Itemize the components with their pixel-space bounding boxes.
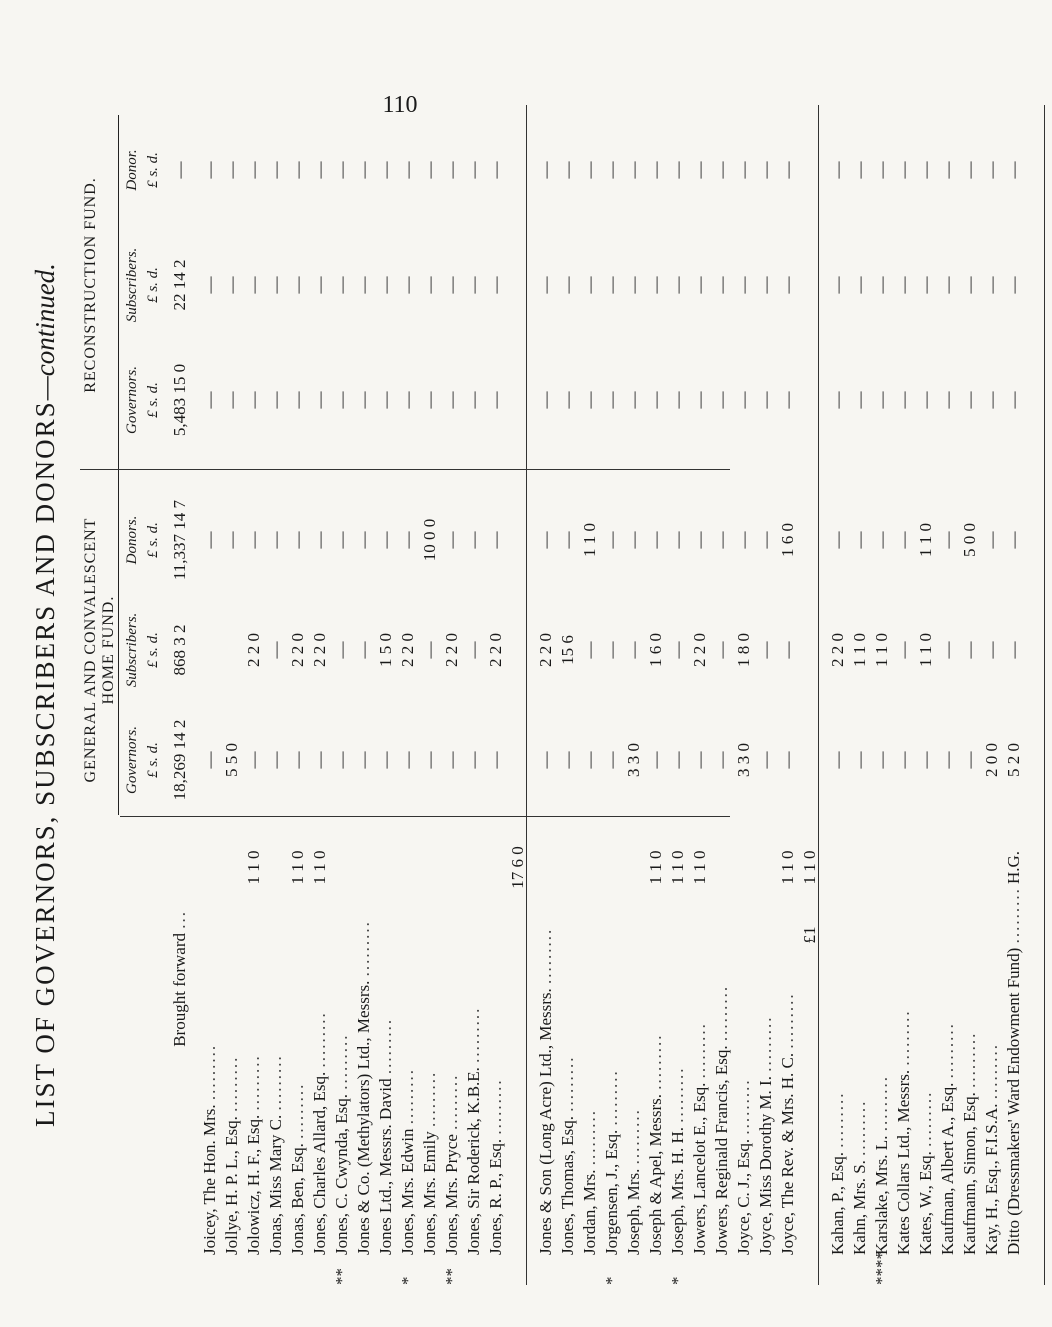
entry-donor-2: — [310,161,329,179]
entry-donor: — [938,531,957,549]
entry-donor: — [536,531,555,549]
entry-donor-2: — [266,161,285,179]
entry-donor-2: — [778,161,797,179]
entry-governor: — [916,751,935,769]
entry-sub-2: — [442,276,461,294]
entry-donor-2: — [332,161,351,179]
title-text: LIST OF GOVERNORS, SUBSCRIBERS AND DONORS [30,400,60,1127]
entry-gov-2: — [354,391,373,409]
entry-gov-2: — [266,391,285,409]
entry-governor: — [712,751,731,769]
entry-governor: 5 2 0 [1004,743,1023,777]
entry-gov-2: — [222,391,241,409]
entry-subscriber: 2 2 0 [536,633,555,667]
entry-sub-2: — [200,276,219,294]
entry-governor: — [580,751,599,769]
star-marker: ** [442,1268,461,1285]
entry-subscriber: 2 2 0 [486,633,505,667]
entry-subscriber: — [960,641,979,659]
entry-gov-2: — [624,391,643,409]
entry-governor: — [558,751,577,769]
entry-governor: — [398,751,417,769]
entry-donor-2: — [624,161,643,179]
title-suffix: —continued. [30,263,60,401]
entry-donor-2: — [960,161,979,179]
units-governors-2: £ s. d. [145,382,161,418]
entry-gov-2: — [580,391,599,409]
fund-divider-rule [80,469,730,470]
entry-sub-2: — [712,276,731,294]
entry-sub-2: — [486,276,505,294]
entry-name: Jordan, Mrs. ......... [580,1109,599,1255]
subtotal-amount: 17 6 0 [508,846,527,889]
entry-gov-2: — [398,391,417,409]
entry-gov-2: — [464,391,483,409]
entry-sub-2: — [376,276,395,294]
entry-donor-2: — [894,161,913,179]
entry-name: Jones, Charles Allard, Esq. ......... [310,1011,329,1255]
entry-gov-2: — [712,391,731,409]
bf-donor-2: — [170,161,189,179]
entry-governor: — [442,751,461,769]
entry-gov-2: — [376,391,395,409]
entry-subscriber: — [332,641,351,659]
fund-heading-rule [118,115,119,815]
entry-sub-2: — [332,276,351,294]
entry-sub-2: — [310,276,329,294]
entry-name: Jones, Mrs. Pryce ......... [442,1073,461,1255]
entry-donor-2: — [222,161,241,179]
entry-name: Joseph & Apel, Messrs. ......... [646,1033,665,1255]
entry-donor-2: — [690,161,709,179]
entry-donor-2: — [982,161,1001,179]
entry-name: Jollye, H. P. L., Esq. ......... [222,1055,241,1255]
entry-gov-2: — [850,391,869,409]
entry-name: Ditto (Dressmakers' Ward Endowment Fund) ......... [1004,887,1023,1255]
entry-name: Jolowicz, H. F., Esq. ......... [244,1054,263,1255]
entry-donor: — [872,531,891,549]
entry-subscriber: — [668,641,687,659]
entry-sub-2: — [222,276,241,294]
entry-donor-2: — [668,161,687,179]
entry-gov-2: — [668,391,687,409]
entry-sub-2: — [668,276,687,294]
entry-name: Kahan, P., Esq. ......... [828,1091,847,1255]
entry-donor: — [464,531,483,549]
entry-donor-2: — [442,161,461,179]
fund-heading-general-line2: HOME FUND. [100,595,117,705]
entry-donor-2: — [602,161,621,179]
entry-sub-2: — [244,276,263,294]
entry-donor: — [310,531,329,549]
entry-donor: — [558,531,577,549]
entry-sub-2: — [982,276,1001,294]
entry-donor: — [354,531,373,549]
entry-subscriber: 2 2 0 [310,633,329,667]
star-marker: ** [332,1268,351,1285]
entry-gov-2: — [938,391,957,409]
entry-sub-2: — [558,276,577,294]
entry-donor-2: — [828,161,847,179]
entry-donor: — [398,531,417,549]
units-donors: £ s. d. [145,522,161,558]
entry-donor-2: — [580,161,599,179]
units-donor-2: £ s. d. [145,152,161,188]
col-donor-2: Donor. [124,149,140,191]
units-governors: £ s. d. [145,742,161,778]
entry-donor: — [894,531,913,549]
entry-donor-2: — [244,161,263,179]
entry-donor: — [646,531,665,549]
entry-governor: — [960,751,979,769]
entry-sub-2: — [960,276,979,294]
entry-donor-2: — [536,161,555,179]
fund-heading-general-line1: GENERAL AND CONVALESCENT [82,517,99,783]
entry-governor: — [756,751,775,769]
entry-paid: 1 1 0 [288,850,307,885]
entry-sub-2: — [624,276,643,294]
fund-heading-general [82,485,118,815]
star-marker: **** [872,1251,891,1285]
entry-donor-2: — [354,161,373,179]
entry-name: Karslake, Mrs. L. ......... [872,1075,891,1255]
entry-donor: — [982,531,1001,549]
entry-donor: — [756,531,775,549]
entry-subscriber: — [778,641,797,659]
bf-donors: 11,337 14 7 [170,499,189,581]
entry-gov-2: — [536,391,555,409]
brought-forward-row [170,105,196,1285]
col-subscribers: Subscribers. [124,612,140,688]
entry-gov-2: — [558,391,577,409]
entry-paid: 1 1 0 [690,850,709,885]
entry-subscriber: 15 6 [558,635,577,665]
entry-gov-2: — [200,391,219,409]
entry-governor: — [486,751,505,769]
entry-subscriber: — [938,641,957,659]
entry-name: Jowers, Lancelot E., Esq. ......... [690,1022,709,1255]
entry-sub-2: — [354,276,373,294]
entry-gov-2: — [442,391,461,409]
entry-subscriber: 2 2 0 [288,633,307,667]
entry-subscriber: — [894,641,913,659]
entry-governor: — [602,751,621,769]
entry-donor: — [332,531,351,549]
bf-governors-2: 5,483 15 0 [170,363,189,437]
group-subtotal-row [1026,105,1052,1285]
entry-governor: — [332,751,351,769]
entry-donor: — [734,531,753,549]
entry-name: Joyce, The Rev. & Mrs. H. C. ......... [778,992,797,1255]
entry-donor: — [602,531,621,549]
entry-sub-2: — [580,276,599,294]
entry-donor-2: — [420,161,439,179]
entry-name: Jones, R. P., Esq. ......... [486,1078,505,1255]
entry-donor-2: — [938,161,957,179]
entry-name: Kates Collars Ltd., Messrs. ......... [894,1009,913,1255]
entry-gov-2: — [960,391,979,409]
entry-name: Kaufmann, Simon, Esq. ......... [960,1031,979,1255]
entry-paid: 1 1 0 [310,850,329,885]
entry-donor: — [712,531,731,549]
entry-donor-2: — [646,161,665,179]
entry-governor: — [938,751,957,769]
entry-name: Jones, Mrs. Edwin ......... [398,1067,417,1255]
entry-name: Jones, C. Cwynda, Esq. ......... [332,1033,351,1255]
brought-forward-label: Brought forward ... [170,910,189,1047]
entry-name: Kates, W., Esq. ......... [916,1090,935,1255]
entry-governor: 2 0 0 [982,743,1001,777]
entry-name: Joicey, The Hon. Mrs. ......... [200,1043,219,1255]
entry-gov-2: — [756,391,775,409]
entry-gov-2: — [690,391,709,409]
entry-donor: — [222,531,241,549]
entry-governor: — [200,751,219,769]
entry-donor: 1 6 0 [778,523,797,557]
entry-donor: — [244,531,263,549]
group-divider [526,105,527,1285]
entry-donor: — [690,531,709,549]
entry-gov-2: — [332,391,351,409]
entry-gov-2: — [244,391,263,409]
entry-subscriber: — [982,641,1001,659]
entry-name: Jowers, Reginald Francis, Esq. ......... [712,984,731,1255]
entry-subscriber: 1 5 0 [376,633,395,667]
entry-governor: — [288,751,307,769]
entry-donor: — [200,531,219,549]
entry-subscriber: 2 2 0 [690,633,709,667]
entry-subscriber: — [266,641,285,659]
entry-name: Jones & Son (Long Acre) Ltd., Messrs. ......... [536,927,555,1255]
group-subtotal-row [508,105,534,1285]
entry-subscriber: 1 1 0 [850,633,869,667]
entry-donor-2: — [734,161,753,179]
entry-gov-2: — [310,391,329,409]
entry-name: Jonas, Ben, Esq. ......... [288,1082,307,1255]
page-title [30,105,61,1285]
entry-name: Joseph, Mrs. ......... [624,1108,643,1255]
entry-governor: — [668,751,687,769]
entry-donor: 1 1 0 [580,523,599,557]
entry-governor: — [536,751,555,769]
entry-governor: — [690,751,709,769]
entry-governor: — [310,751,329,769]
entry-governor: — [266,751,285,769]
entry-governor: — [850,751,869,769]
entry-subscriber: 1 1 0 [916,633,935,667]
entry-sub-2: — [828,276,847,294]
entry-sub-2: — [756,276,775,294]
entry-sub-2: — [398,276,417,294]
entry-governor: 3 3 0 [624,743,643,777]
page-number: 110 [382,92,418,118]
entry-gov-2: — [734,391,753,409]
bf-subscribers-2: 22 14 2 [170,259,189,311]
entry-sub-2: — [266,276,285,294]
entry-paid: 1 1 0 [778,850,797,885]
entry-gov-2: — [916,391,935,409]
entry-governor: — [872,751,891,769]
col-subscribers-2: Subscribers. [124,247,140,323]
entry-sub-2: — [646,276,665,294]
star-marker: * [602,1276,621,1285]
entry-sub-2: — [850,276,869,294]
entry-name: Jones, Sir Roderick, K.B.E. ......... [464,1006,483,1255]
entry-gov-2: — [1004,391,1023,409]
entry-governor: — [420,751,439,769]
entry-donor-2: — [916,161,935,179]
entry-name: Jones & Co. (Methylators) Ltd., Messrs. ......... [354,920,373,1255]
group-divider [818,105,819,1285]
entry-name: Joseph, Mrs. H. H. ......... [668,1066,687,1255]
entry-donor-2: — [288,161,307,179]
entry-donor: — [624,531,643,549]
entry-donor-2: — [558,161,577,179]
entry-donor-2: — [486,161,505,179]
entry-subscriber: 2 2 0 [244,633,263,667]
entry-gov-2: — [982,391,1001,409]
units-subscribers: £ s. d. [145,632,161,668]
entry-governor: — [778,751,797,769]
entry-name: Jorgensen, J., Esq. ......... [602,1069,621,1255]
star-marker: * [398,1276,417,1285]
entry-sub-2: — [690,276,709,294]
entry-name: Jones, Thomas, Esq. ......... [558,1055,577,1255]
entry-donor: — [288,531,307,549]
entry-subscriber: — [464,641,483,659]
subtotal-prefix: £1 [800,926,819,944]
units-subscribers-2: £ s. d. [145,267,161,303]
entry-donor-2: — [398,161,417,179]
entry-name: Kay, H., Esq., F.I.S.A. ......... [982,1043,1001,1255]
entry-donor-2: — [464,161,483,179]
entry-donor: — [376,531,395,549]
entry-sub-2: — [872,276,891,294]
entry-donor-2: — [850,161,869,179]
entry-sub-2: — [288,276,307,294]
entry-sub-2: — [778,276,797,294]
star-marker: * [668,1276,687,1285]
group-subtotal-row [800,105,826,1285]
entry-donor: 10 0 0 [420,518,439,562]
entry-sub-2: — [536,276,555,294]
group-divider [1044,105,1045,1285]
entry-sub-2: — [894,276,913,294]
entry-name: Kahn, Mrs. S. ......... [850,1099,869,1255]
entry-governor: — [464,751,483,769]
entry-donor: — [828,531,847,549]
entry-donor-2: — [200,161,219,179]
entry-name: Joyce, Miss Dorothy M. I. ......... [756,1015,775,1255]
entry-governor: — [376,751,395,769]
entry-governor: — [244,751,263,769]
fund-heading-reconstruction: RECONSTRUCTION FUND. [82,177,99,393]
entry-governor: — [354,751,373,769]
entry-governor: 5 5 0 [222,743,241,777]
entry-gov-2: — [646,391,665,409]
entry-name: Jonas, Miss Mary C. ......... [266,1054,285,1255]
entry-donor: — [850,531,869,549]
entry-donor: 5 0 0 [960,523,979,557]
entry-donor-2: — [872,161,891,179]
col-governors-2: Governors. [124,366,140,434]
entry-donor-2: — [712,161,731,179]
column-rule [120,816,730,817]
entry-sub-2: — [1004,276,1023,294]
entry-subscriber: — [420,641,439,659]
entry-subscriber: — [624,641,643,659]
rotated-page-content [30,105,1023,1285]
entry-subscriber: — [756,641,775,659]
entry-sub-2: — [938,276,957,294]
col-governors: Governors. [124,726,140,794]
entry-donor: — [1004,531,1023,549]
entry-sub-2: — [916,276,935,294]
entry-paid: H.G. [1004,850,1023,885]
entry-paid: 1 1 0 [244,850,263,885]
entry-governor: — [894,751,913,769]
entry-sub-2: — [420,276,439,294]
entry-subscriber: 1 1 0 [872,633,891,667]
entry-governor: — [828,751,847,769]
entry-donor: — [266,531,285,549]
entry-sub-2: — [734,276,753,294]
entry-subscriber: 2 2 0 [442,633,461,667]
entry-subscriber: — [354,641,373,659]
col-donors: Donors. [124,515,140,565]
entry-name: Kaufman, Albert A., Esq. ......... [938,1022,957,1255]
entry-paid: 1 1 0 [668,850,687,885]
entry-gov-2: — [486,391,505,409]
entry-gov-2: — [420,391,439,409]
entry-gov-2: — [894,391,913,409]
entry-donor: — [442,531,461,549]
entry-governor: 3 3 0 [734,743,753,777]
bf-subscribers: 868 3 2 [170,624,189,676]
entry-donor: 1 1 0 [916,523,935,557]
entry-gov-2: — [288,391,307,409]
entry-subscriber: 2 2 0 [398,633,417,667]
entry-gov-2: — [872,391,891,409]
entry-subscriber: 2 2 0 [828,633,847,667]
entry-name: Jones Ltd., Messrs. David ......... [376,1017,395,1255]
entry-donor-2: — [756,161,775,179]
entry-subscriber: — [1004,641,1023,659]
entry-subscriber: 1 8 0 [734,633,753,667]
bf-governors: 18,269 14 2 [170,719,189,801]
entry-donor: — [486,531,505,549]
entry-subscriber: — [712,641,731,659]
entry-gov-2: — [778,391,797,409]
entry-paid: 1 1 0 [646,850,665,885]
entry-donor: — [668,531,687,549]
entry-sub-2: — [602,276,621,294]
entry-name: Joyce, C. J., Esq. ......... [734,1078,753,1255]
entry-subscriber: 1 6 0 [646,633,665,667]
entry-subscriber: — [580,641,599,659]
entry-donor-2: — [376,161,395,179]
entry-sub-2: — [464,276,483,294]
entry-name: Jones, Mrs. Emily ......... [420,1070,439,1255]
entry-gov-2: — [828,391,847,409]
entry-gov-2: — [602,391,621,409]
entry-donor-2: — [1004,161,1023,179]
entry-governor: — [646,751,665,769]
entry-subscriber: — [602,641,621,659]
subtotal-amount: 1 1 0 [800,850,819,885]
